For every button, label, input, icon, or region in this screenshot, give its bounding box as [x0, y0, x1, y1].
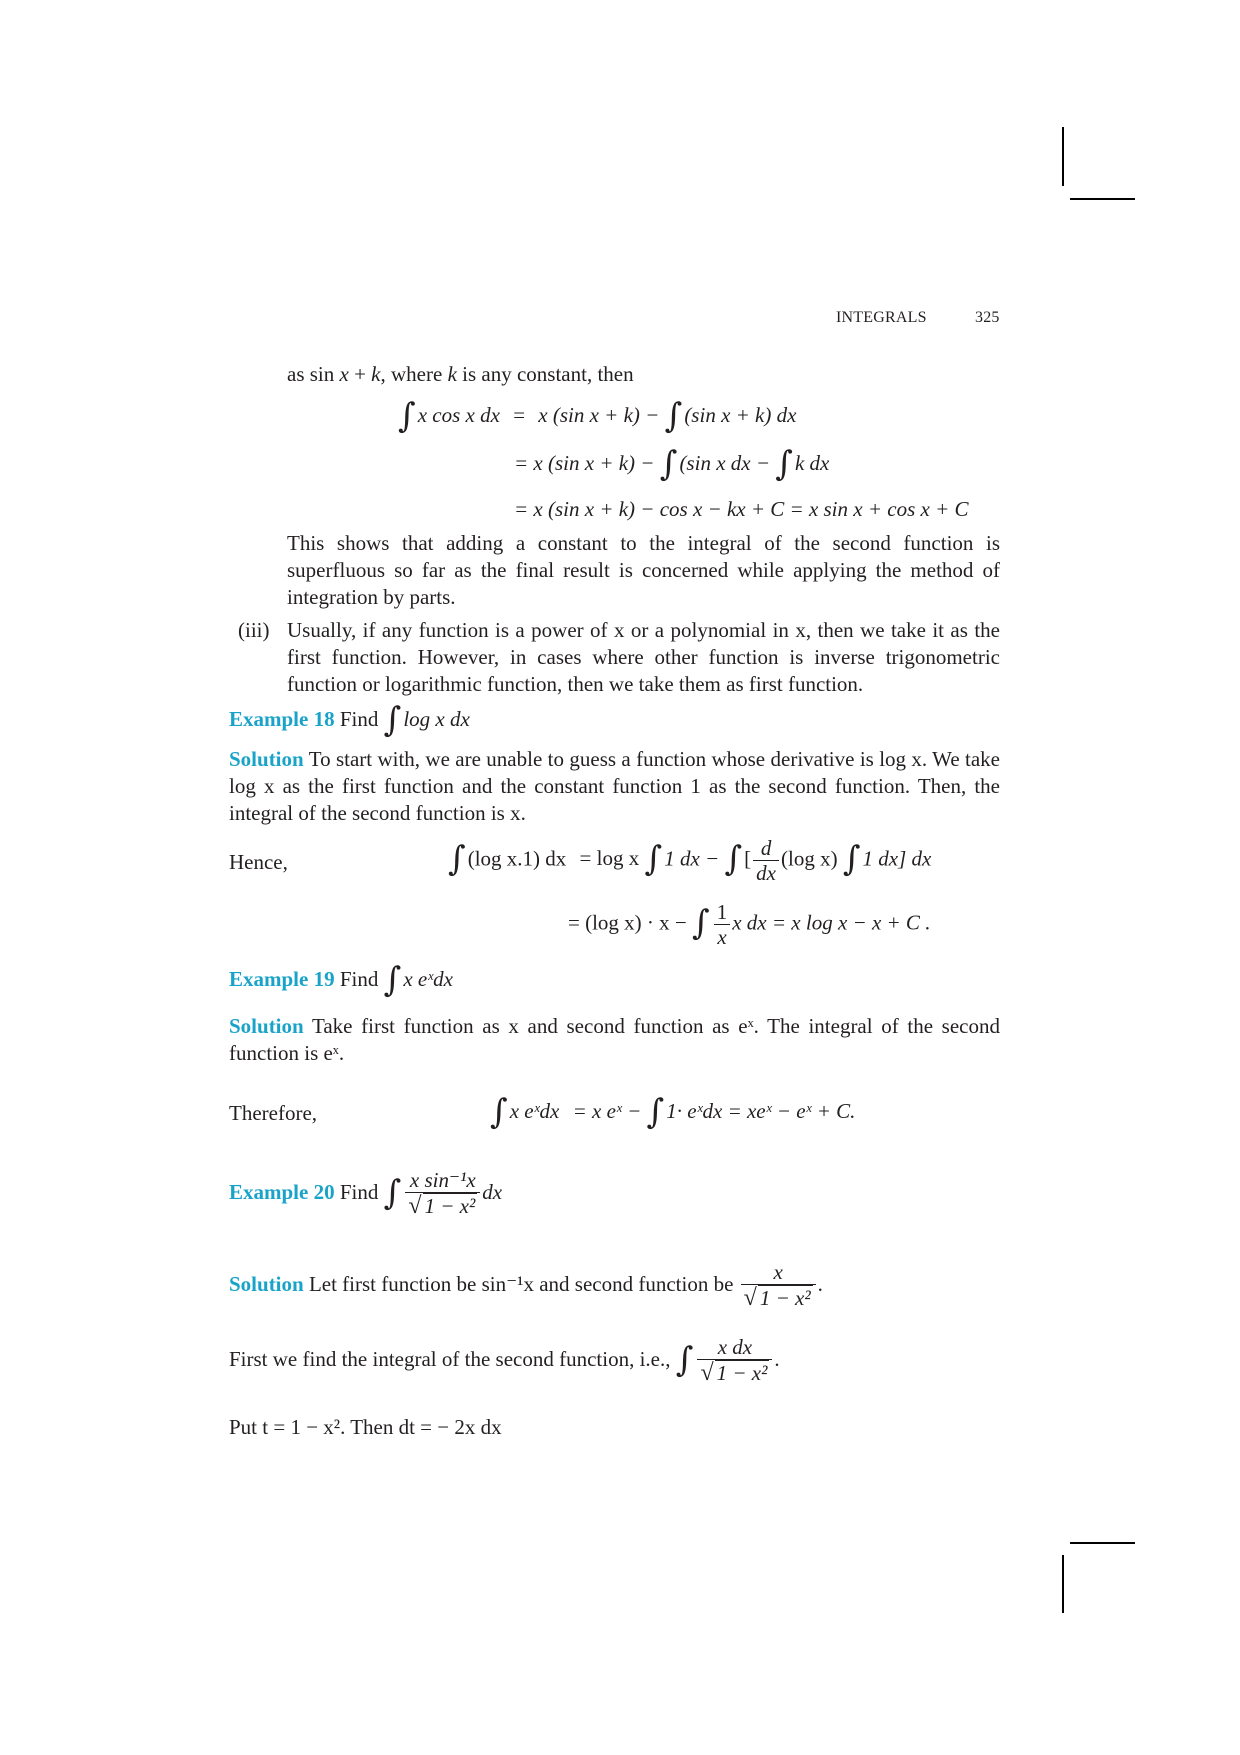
example-18-solution: Solution To start with, we are unable to guess a function whose derivative is log x. We take log x as the first function and the constant function 1 as the second function. Then, the integral of the second function is x.: [229, 747, 1000, 825]
integral-sign: ∫: [398, 396, 416, 436]
integral-sign: ∫: [383, 960, 402, 1000]
equation-1-line-2: = x (sin x + k) − ∫(sin x dx − ∫k dx: [514, 444, 830, 484]
crop-mark-top-vertical: [1062, 127, 1064, 186]
second-function-fraction: $\frac{x}{\text{√ 1 − x²}}$: [741, 1260, 816, 1313]
integral-sign: ∫: [448, 839, 466, 880]
integral-sign: ∫: [383, 1173, 402, 1214]
integral-sign: ∫: [692, 903, 710, 944]
example-20-fraction: $\frac{\text{x sin⁻¹x}}{\text{√ 1 − x²}}$: [405, 1168, 480, 1221]
first-find-line: First we find the integral of the second function, i.e., ∫ $\frac{\text{x dx}}{\text{√ 1 − x²}}$ .: [229, 1335, 780, 1387]
sqrt-icon: √: [700, 1360, 714, 1387]
put-line: Put t = 1 − x². Then dt = − 2x dx: [229, 1415, 502, 1439]
page-number: 325: [975, 309, 1000, 326]
equation-1-line-3: = x (sin x + k) − cos x − kx + C = x sin x + cos x + C: [514, 497, 969, 521]
intro-line: as sin x + k, where k is any constant, then: [287, 362, 634, 386]
integral-sign: ∫: [724, 839, 743, 880]
integral-sign: ∫: [775, 444, 793, 484]
integral-sign: ∫: [842, 839, 861, 880]
example-20-label: Example 20: [229, 1180, 335, 1205]
one-over-x-fraction: $\frac{1}{x}$: [714, 900, 731, 949]
example-18-equation-2: = (log x) · x − ∫ $\frac{1}{x}$ x dx = x log x − x + C .: [568, 900, 931, 950]
integral-sign: ∫: [664, 396, 683, 436]
crop-mark-bottom-vertical: [1062, 1555, 1064, 1613]
running-title: INTEGRALS: [836, 309, 927, 326]
derivative-fraction: $\frac{d}{dx}$: [753, 836, 779, 885]
hence-label: Hence,: [229, 850, 288, 874]
integral-sign: ∫: [644, 839, 663, 880]
example-18-label: Example 18: [229, 707, 335, 731]
example-19-heading: Example 19 Find ∫x eˣdx: [229, 960, 453, 1000]
equation-1-line-1: ∫x cos x dx = x (sin x + k) − ∫(sin x + k) dx: [398, 396, 797, 436]
example-19-solution: Solution Take first function as x and second function as eˣ. The integral of the second function is eˣ.: [229, 1014, 1000, 1065]
example-20-heading: Example 20 Find ∫ $\frac{\text{x sin⁻¹x}}{\text{√ 1 − x²}}$ dx: [229, 1168, 503, 1220]
integral-sign: ∫: [675, 1340, 694, 1381]
crop-mark-bottom-horizontal: [1070, 1542, 1135, 1544]
running-header: [836, 309, 927, 327]
integral-sign: ∫: [659, 444, 678, 484]
example-19-label: Example 19: [229, 967, 335, 991]
example-18-heading: Example 18 Find ∫log x dx: [229, 700, 470, 740]
solution-label: Solution: [229, 1272, 304, 1297]
example-18-equation-1: ∫(log x.1) dx = log x ∫1 dx − ∫[ $\frac{d}{dx}$ (log x) ∫1 dx] dx: [448, 836, 932, 886]
paragraph-superfluous: This shows that adding a constant to the integral of the second function is superfluous so far as the final result is concerned while applying the method of integration by parts.: [287, 531, 1000, 609]
second-function-integral-fraction: $\frac{\text{x dx}}{\text{√ 1 − x²}}$: [697, 1335, 772, 1388]
crop-mark-top-horizontal: [1070, 198, 1135, 200]
solution-label: Solution: [229, 747, 304, 771]
integral-sign: ∫: [646, 1092, 665, 1132]
sqrt-icon: √: [743, 1285, 757, 1312]
integral-sign: ∫: [383, 700, 402, 740]
example-20-solution: Solution Let first function be sin⁻¹x and second function be $\frac{x}{\text{√ 1 − x²}}$ .: [229, 1260, 823, 1312]
example-19-equation: ∫x eˣdx = x eˣ − ∫1· eˣdx = xeˣ − eˣ + C.: [490, 1092, 856, 1132]
item-iii-label: (iii): [238, 618, 270, 642]
sqrt-icon: √: [408, 1193, 422, 1220]
item-iii-text: Usually, if any function is a power of x or a polynomial in x, then we take it as the first function. However, in cases where other function is inverse trigonometric function or logarithmic function, then we take them as first function.: [287, 618, 1000, 696]
therefore-label: Therefore,: [229, 1101, 318, 1125]
integral-sign: ∫: [490, 1092, 508, 1132]
solution-label: Solution: [229, 1014, 304, 1038]
